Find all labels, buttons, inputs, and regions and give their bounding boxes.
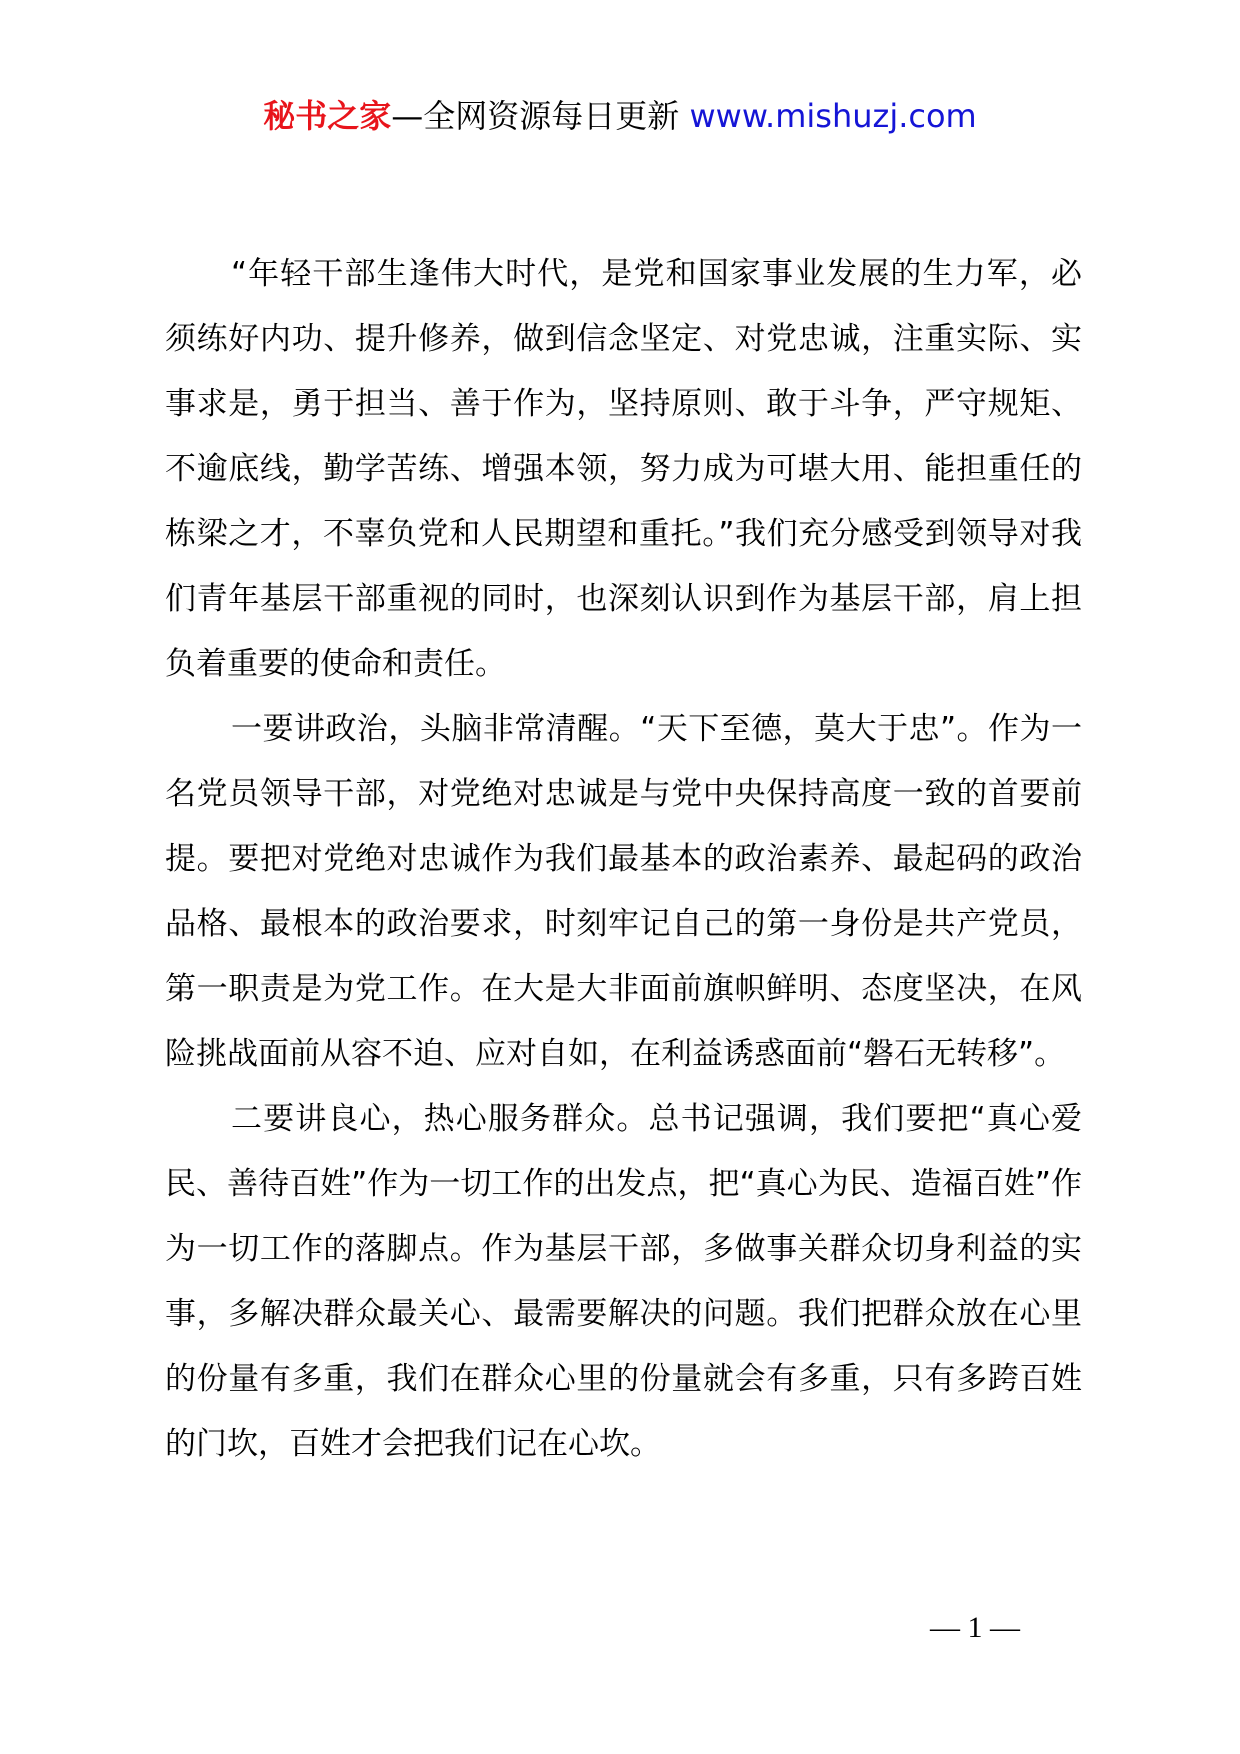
paragraph-conscience: 二要讲良心，热心服务群众。总书记强调，我们要把“真心爱民、善待百姓”作为一切工作的出发点，把“真心为民、造福百姓”作为一切工作的落脚点。作为基层干部，多做事关群众切身利益的实事，多解决群众最关心、最需要解决的问题。我们把群众放在心里的份量有多重，我们在群众心里的份量就会有多重，只有多跨百姓的门坎，百姓才会把我们记在心坎。: [165, 1101, 1082, 1462]
site-header: [0, 92, 1240, 140]
site-url-link[interactable]: www.mishuzj.com: [689, 97, 977, 135]
document-body: [165, 242, 1082, 1477]
page-number: — 1 —: [930, 1611, 1020, 1644]
paragraph-intro: “年轻干部生逢伟大时代，是党和国家事业发展的生力军，必须练好内功、提升修养，做到信念坚定、对党忠诚，注重实际、实事求是，勇于担当、善于作为，坚持原则、敢于斗争，严守规矩、不逾底线，勤学苦练、增强本领，努力成为可堪大用、能担重任的栋梁之才，不辜负党和人民期望和重托。”我们充分感受到领导对我们青年基层干部重视的同时，也深刻认识到作为基层干部，肩上担负着重要的使命和责任。: [165, 256, 1082, 682]
paragraph-politics: 一要讲政治，头脑非常清醒。“天下至德，莫大于忠”。作为一名党员领导干部，对党绝对忠诚是与党中央保持高度一致的首要前提。要把对党绝对忠诚作为我们最基本的政治素养、最起码的政治品格、最根本的政治要求，时刻牢记自己的第一身份是共产党员，第一职责是为党工作。在大是大非面前旗帜鲜明、态度坚决，在风险挑战面前从容不迫、应对自如，在利益诱惑面前“磐石无转移”。: [165, 711, 1082, 1072]
site-brand: 秘书之家: [263, 97, 392, 135]
site-tagline: —全网资源每日更新: [391, 97, 680, 135]
